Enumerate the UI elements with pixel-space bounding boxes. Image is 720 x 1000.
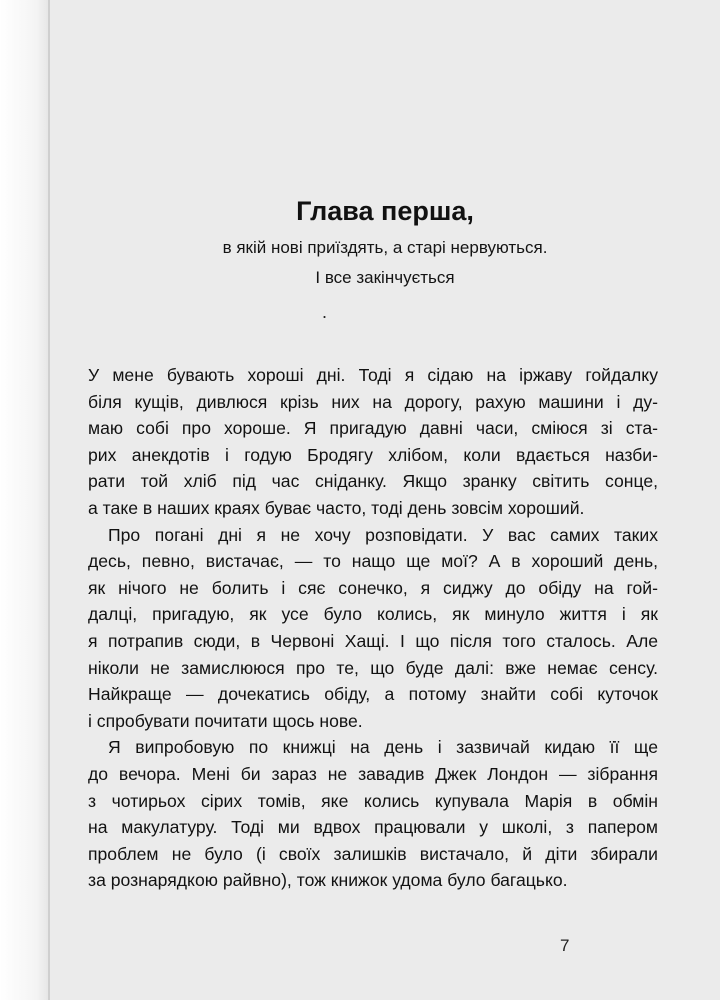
- text-line: з чотирьох сірих томів, яке колись купувала Марія в обмін: [88, 790, 658, 811]
- text-line: на макулатуру. Тоді ми вдвох працювали у школі, з папером: [88, 817, 658, 838]
- body-text: [88, 362, 658, 894]
- chapter-title: Глава перша,: [296, 196, 474, 226]
- text-line: У мене бувають хороші дні. Тоді я сідаю на іржаву гойдалку: [88, 365, 658, 385]
- text-line: я потрапив сюди, в Червоні Хащі. І що після того сталось. Але: [88, 630, 658, 651]
- text-line: Про погані дні я не хочу розповідати. У вас самих таких: [108, 524, 658, 545]
- text-line: рати той хліб під час сніданку. Якщо зранку світить сонце,: [88, 471, 658, 492]
- text-line: за рознарядкою райвно), тож книжок удома було багацько.: [88, 870, 568, 891]
- text-line: десь, певно, вистачає, — то нащо ще мої? А в хороший день,: [88, 551, 658, 572]
- book-page: [50, 0, 720, 1000]
- text-line: і спробувати почитати щось нове.: [88, 710, 363, 731]
- chapter-subtitle-line-2: І все закінчується: [315, 268, 455, 287]
- text-line: а таке в наших краях буває часто, тоді день зовсім хороший.: [88, 497, 585, 518]
- section-separator: .: [322, 302, 328, 322]
- text-line: до вечора. Мені би зараз не завадив Джек Лондон — зібрання: [88, 763, 658, 784]
- text-line: Я випробовую по книжці на день і зазвичай кидаю її ще: [108, 737, 658, 758]
- text-line: Найкраще — дочекатись обіду, а потому знайти собі куточок: [88, 684, 658, 705]
- text-line: як нічого не болить і сяє сонечко, я сиджу до обіду на гой-: [88, 577, 658, 598]
- text-line: маю собі про хороше. Я пригадую давні часи, сміюся зі ста-: [88, 418, 658, 439]
- text-line: біля кущів, дивлюся крізь них на дорогу, рахую машини і ду-: [88, 391, 658, 412]
- text-line: ніколи не замислююся про те, що буде далі: вже немає сенсу.: [88, 657, 658, 678]
- text-line: рих анекдотів і годую Бродягу хлібом, коли вдається назби-: [88, 444, 658, 465]
- text-line: далці, пригадую, як усе було колись, як минуло життя і як: [88, 604, 658, 625]
- chapter-subtitle-line-1: в якій нові приїздять, а старі нервуються.: [222, 238, 548, 257]
- page-number: 7: [560, 936, 570, 955]
- text-line: проблем не було (і своїх залишків вистачало, й діти збирали: [88, 843, 658, 864]
- scan-edge: [0, 0, 52, 1000]
